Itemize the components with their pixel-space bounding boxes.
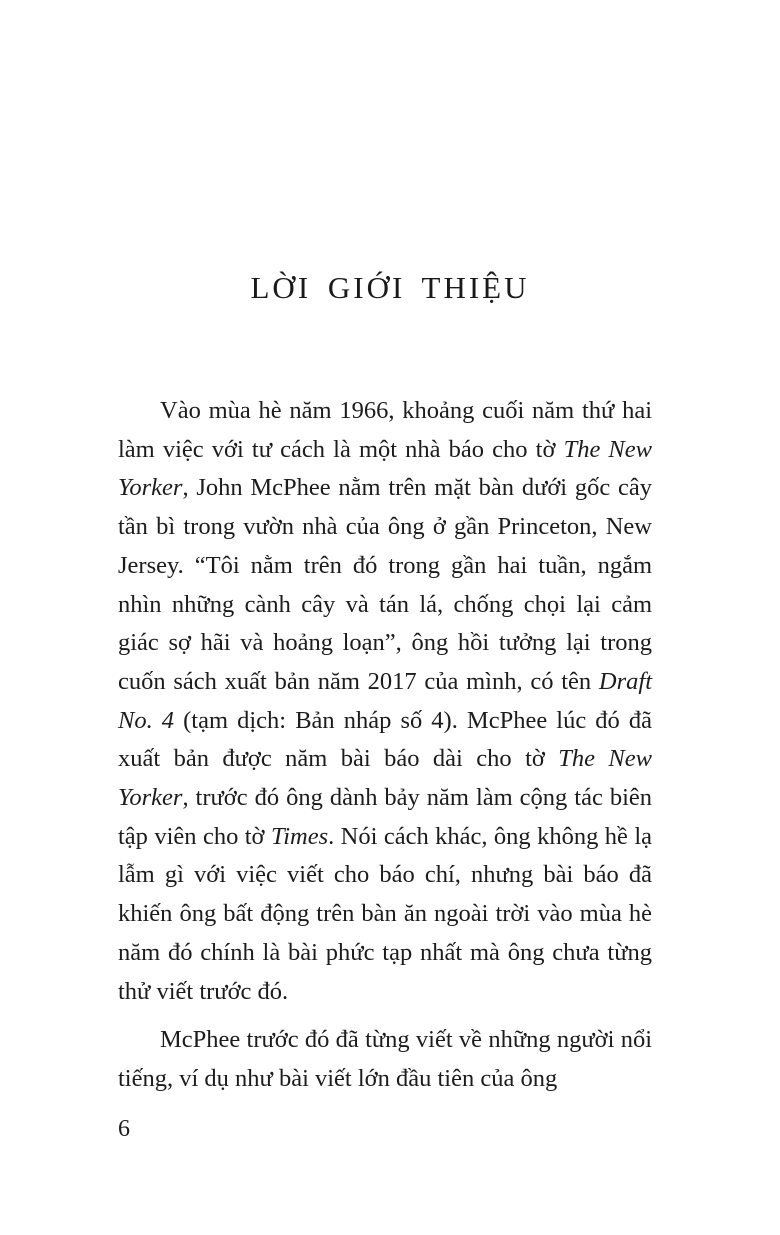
text-run: McPhee trước đó đã từng viết về những người nổi tiếng, ví dụ như bài viết lớn đầu tiên của ông <box>118 1026 652 1092</box>
body-text <box>118 306 652 1099</box>
text-run: , trước đó ông dành bảy năm làm cộng tác biên tập viên cho tờ <box>118 784 652 850</box>
page-number: 6 <box>118 1116 130 1142</box>
italic-text-run: Times <box>270 822 329 850</box>
text-run: , John McPhee nằm trên mặt bàn dưới gốc cây tần bì trong vườn nhà của ông ở gần Princeton, New Jersey. “Tôi nằm trên đó trong gần hai tuần, ngắm nhìn những cành cây và tán lá, chống chọi lại cảm giác sợ hãi và hoảng loạn”, ông hồi tưởng lại trong cuốn sách xuất bản năm 2017 của mình, có tên <box>118 474 652 695</box>
text-run: (tạm dịch: Bản nháp số 4). McPhee lúc đó đã xuất bản được năm bài báo dài cho tờ <box>118 706 653 773</box>
italic-text-run: Draft No. 4 <box>118 667 652 734</box>
page-title: LỜI GIỚI THIỆU <box>250 270 530 305</box>
paragraph <box>118 392 652 1011</box>
italic-text-run: The New Yorker <box>118 745 652 812</box>
text-run: Vào mùa hè năm 1966, khoảng cuối năm thứ hai làm việc với tư cách là một nhà báo cho tờ <box>118 397 652 463</box>
italic-text-run: The New Yorker <box>118 435 652 502</box>
text-run: . Nói cách khác, ông không hề lạ lẫm gì với việc viết cho báo chí, nhưng bài báo đã khiến ông bất động trên bàn ăn ngoài trời vào mùa hè năm đó chính là bài phức tạp nhất mà ông chưa từng thử viết trước đó. <box>118 822 652 1005</box>
paragraph <box>118 1021 652 1098</box>
